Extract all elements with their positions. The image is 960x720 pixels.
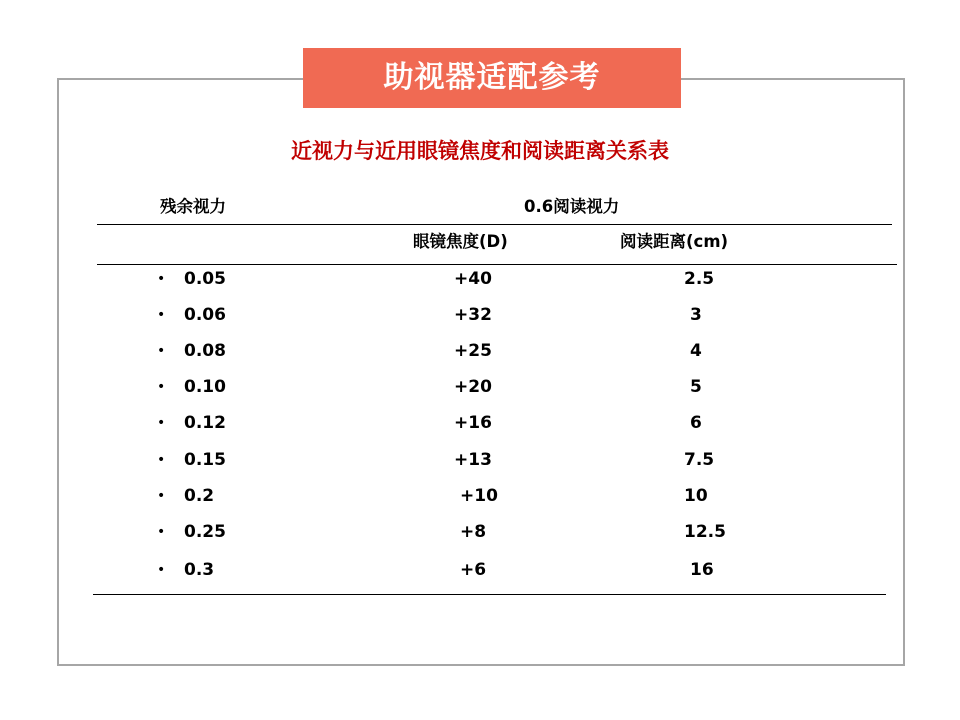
table-title: 近视力与近用眼镜焦度和阅读距离关系表	[291, 139, 669, 163]
header-residual-vision: 残余视力	[160, 197, 226, 216]
banner-title: 助视器适配参考	[303, 48, 681, 108]
header-rule-bottom	[97, 264, 897, 265]
table-rule-bottom	[93, 594, 886, 595]
reading-distance-cell: 10	[684, 486, 708, 506]
reading-distance-cell: 6	[690, 413, 702, 433]
bullet-icon: •	[157, 343, 166, 359]
residual-vision-cell: 0.15	[184, 450, 226, 470]
residual-vision-cell: 0.12	[184, 413, 226, 433]
residual-vision-cell: 0.25	[184, 522, 226, 542]
bullet-icon: •	[157, 524, 166, 540]
bullet-icon: •	[157, 379, 166, 395]
header-rule-top	[97, 224, 892, 225]
bullet-icon: •	[157, 562, 166, 578]
bullet-icon: •	[157, 271, 166, 287]
table-row	[0, 267, 960, 291]
reading-distance-cell: 3	[690, 305, 702, 325]
lens-power-cell: +40	[454, 269, 492, 289]
lens-power-cell: +13	[454, 450, 492, 470]
lens-power-cell: +25	[454, 341, 492, 361]
table-row	[0, 411, 960, 435]
reading-distance-cell: 7.5	[684, 450, 715, 470]
reading-distance-cell: 2.5	[684, 269, 715, 289]
table-row	[0, 558, 960, 582]
lens-power-cell: +6	[460, 560, 487, 580]
reading-distance-cell: 5	[690, 377, 702, 397]
header-reading-vision-group: 0.6阅读视力	[524, 197, 620, 216]
reading-distance-cell: 12.5	[684, 522, 726, 542]
residual-vision-cell: 0.2	[184, 486, 215, 506]
lens-power-cell: +32	[454, 305, 492, 325]
residual-vision-cell: 0.06	[184, 305, 226, 325]
table-row	[0, 484, 960, 508]
header-lens-power: 眼镜焦度(D)	[413, 232, 508, 251]
lens-power-cell: +10	[460, 486, 498, 506]
residual-vision-cell: 0.05	[184, 269, 226, 289]
residual-vision-cell: 0.10	[184, 377, 226, 397]
lens-power-cell: +8	[460, 522, 487, 542]
header-reading-distance: 阅读距离(cm)	[620, 232, 729, 251]
reading-distance-cell: 4	[690, 341, 702, 361]
bullet-icon: •	[157, 415, 166, 431]
residual-vision-cell: 0.3	[184, 560, 215, 580]
bullet-icon: •	[157, 452, 166, 468]
table-row	[0, 303, 960, 327]
table-row	[0, 448, 960, 472]
table-row	[0, 520, 960, 544]
table-row	[0, 339, 960, 363]
lens-power-cell: +16	[454, 413, 492, 433]
bullet-icon: •	[157, 488, 166, 504]
table-row	[0, 375, 960, 399]
bullet-icon: •	[157, 307, 166, 323]
reading-distance-cell: 16	[690, 560, 714, 580]
lens-power-cell: +20	[454, 377, 492, 397]
residual-vision-cell: 0.08	[184, 341, 226, 361]
